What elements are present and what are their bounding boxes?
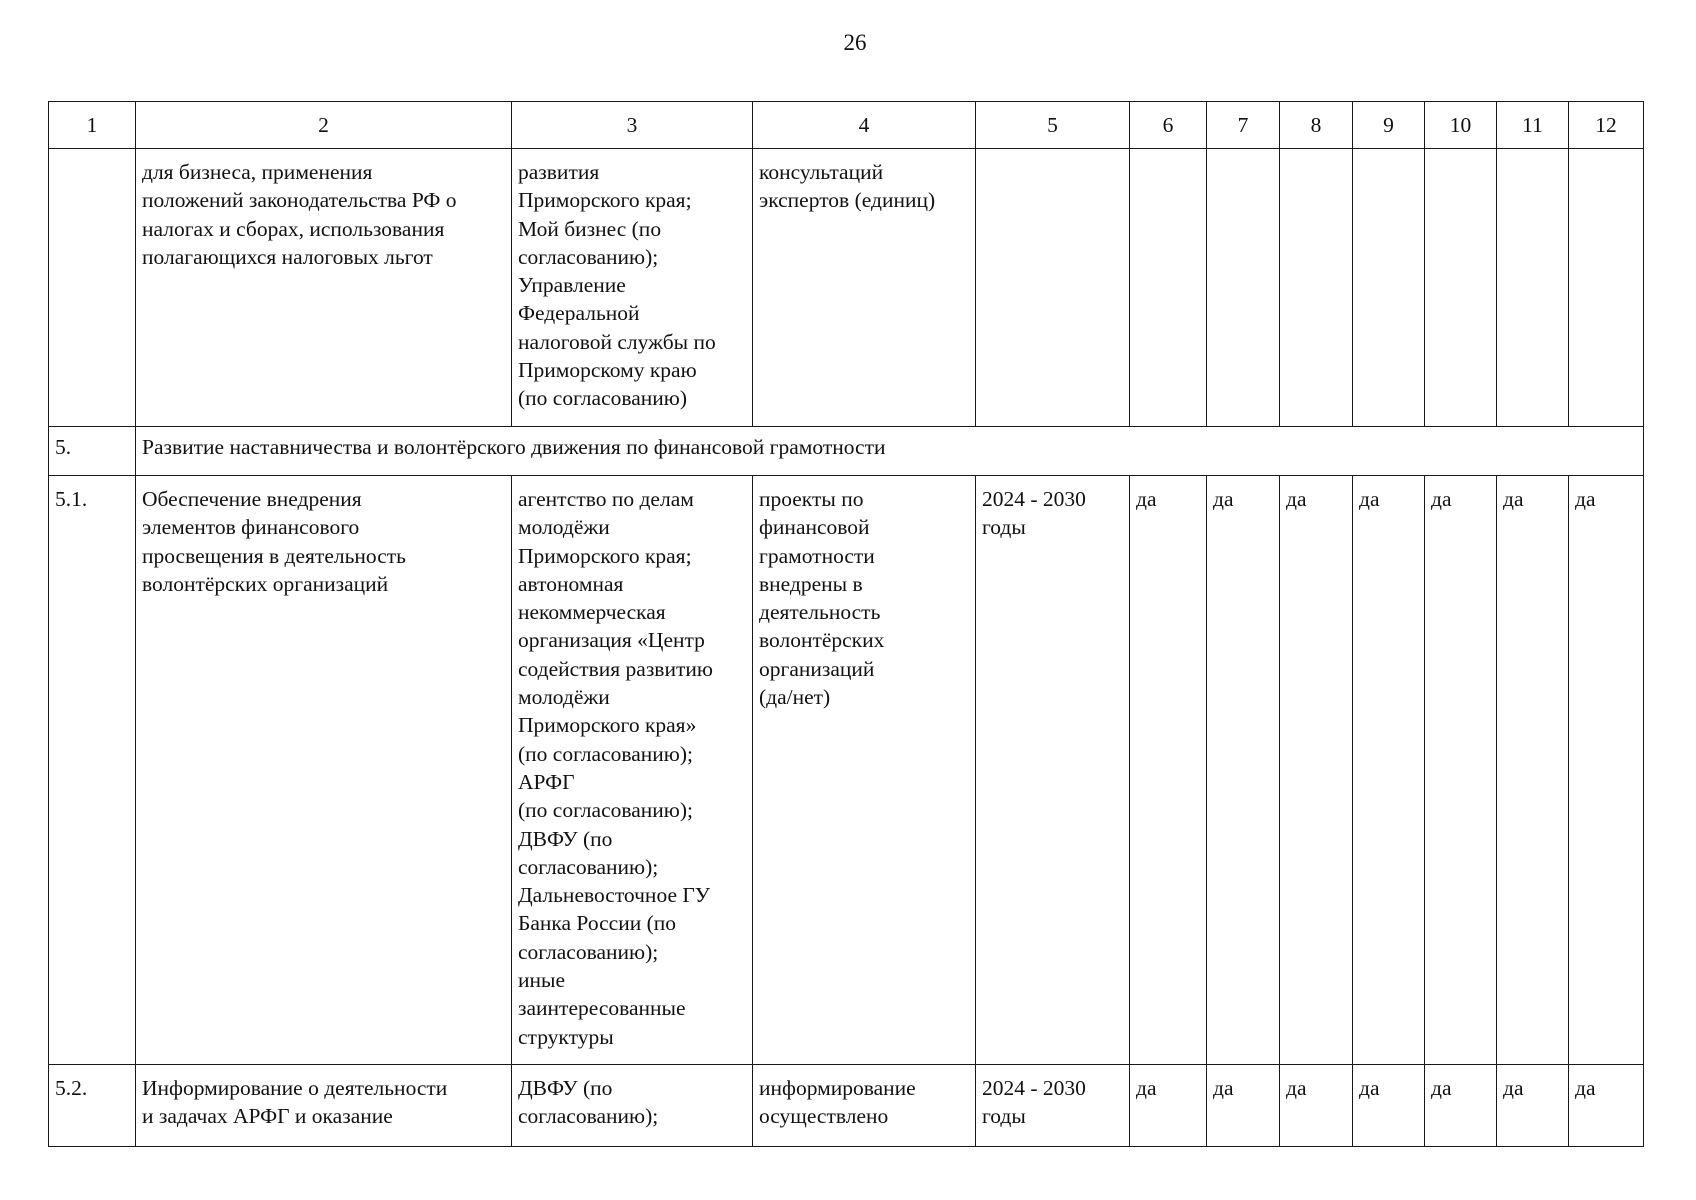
cell-line: развития [518, 160, 600, 184]
cell-line: агентство по делам [518, 487, 694, 511]
value-cell: да [1569, 1065, 1644, 1147]
value-cell: да [1353, 1065, 1425, 1147]
value-cell: да [1207, 1065, 1280, 1147]
cell-line: информирование [759, 1076, 916, 1100]
cell-line: внедрены в [759, 571, 863, 596]
cell-line: ДВФУ (по [518, 1076, 613, 1100]
header-cell: 12 [1569, 102, 1644, 149]
activity-cell [136, 476, 512, 1065]
cell-line: Приморскому краю [518, 358, 697, 383]
cell-line: согласованию); [518, 1104, 659, 1129]
value-cell: да [1425, 476, 1497, 1065]
cell-line: Обеспечение внедрения [142, 487, 362, 511]
cell-line: (по согласованию); [518, 741, 693, 766]
cell-line: проекты по [759, 487, 864, 511]
cell-line: организаций [759, 656, 875, 681]
value-cell: да [1497, 1065, 1569, 1147]
value-cell [1207, 149, 1280, 427]
cell-line: волонтёрских организаций [142, 571, 389, 596]
header-cell: 11 [1497, 102, 1569, 149]
cell-line: налогах и сборах, использования [142, 216, 445, 241]
cell-line: молодёжи [518, 515, 610, 540]
cell-line: (да/нет) [759, 685, 831, 710]
value-cell: да [1425, 1065, 1497, 1147]
cell-line: Приморского края» [518, 713, 697, 738]
cell-line: годы [982, 515, 1026, 540]
value-cell: да [1280, 476, 1353, 1065]
section-row [49, 427, 1644, 476]
value-cell: да [1353, 476, 1425, 1065]
value-cell: да [1497, 476, 1569, 1065]
section-number: 5. [49, 427, 136, 476]
period-cell [976, 1065, 1130, 1147]
table-row-5-1 [49, 476, 1644, 1065]
cell-line: волонтёрских [759, 628, 885, 653]
cell-line: Приморского края; [518, 188, 692, 213]
indicator-cell [753, 476, 976, 1065]
cell-line: деятельность [759, 600, 881, 625]
value-cell [1130, 149, 1207, 427]
cell-line: и задачах АРФГ и оказание [142, 1104, 393, 1129]
plan-table [48, 101, 1644, 1147]
row-number-cell: 5.2. [49, 1065, 136, 1147]
page-number: 26 [843, 30, 867, 55]
activity-cell [136, 149, 512, 427]
cell-line: Информирование о деятельности [142, 1076, 448, 1100]
header-cell: 10 [1425, 102, 1497, 149]
indicator-cell [753, 149, 976, 427]
cell-line: ДВФУ (по [518, 826, 613, 851]
cell-line: положений законодательства РФ о [142, 188, 457, 213]
cell-line: АРФГ [518, 769, 575, 794]
value-cell: да [1280, 1065, 1353, 1147]
cell-line: для бизнеса, применения [142, 160, 373, 184]
value-cell [1569, 149, 1644, 427]
value-cell [1425, 149, 1497, 427]
cell-line: 2024 - 2030 [982, 487, 1086, 511]
cell-line: годы [982, 1104, 1026, 1129]
cell-line: согласованию); [518, 244, 659, 269]
value-cell: да [1569, 476, 1644, 1065]
period-cell [976, 476, 1130, 1065]
cell-line: налоговой службы по [518, 329, 716, 354]
activity-cell [136, 1065, 512, 1147]
executors-cell [512, 1065, 753, 1147]
cell-line: структуры [518, 1024, 614, 1049]
section-title: Развитие наставничества и волонтёрского движения по финансовой грамотности [136, 427, 1644, 476]
header-cell: 8 [1280, 102, 1353, 149]
cell-line: консультаций [759, 160, 884, 184]
value-cell: да [1130, 476, 1207, 1065]
cell-line: (по согласованию); [518, 798, 693, 823]
cell-line: молодёжи [518, 685, 610, 710]
value-cell: да [1207, 476, 1280, 1065]
cell-line: автономная [518, 571, 624, 596]
executors-cell [512, 149, 753, 427]
cell-line: грамотности [759, 543, 875, 568]
executors-cell [512, 476, 753, 1065]
cell-line: (по согласованию) [518, 386, 688, 411]
indicator-cell [753, 1065, 976, 1147]
cell-line: 2024 - 2030 [982, 1076, 1086, 1100]
cell-line: финансовой [759, 515, 870, 540]
header-cell: 5 [976, 102, 1130, 149]
cell-line: Банка России (по [518, 911, 677, 936]
cell-line: осуществлено [759, 1104, 889, 1129]
cell-line: полагающихся налоговых льгот [142, 244, 433, 269]
table-row-5-2 [49, 1065, 1644, 1147]
cell-line: Федеральной [518, 301, 640, 326]
header-cell: 4 [753, 102, 976, 149]
cell-line: экспертов (единиц) [759, 188, 936, 213]
header-cell: 6 [1130, 102, 1207, 149]
period-cell [976, 149, 1130, 427]
header-cell: 7 [1207, 102, 1280, 149]
header-cell: 3 [512, 102, 753, 149]
cell-line: заинтересованные [518, 996, 686, 1021]
cell-line: согласованию); [518, 939, 659, 964]
header-row [49, 102, 1644, 149]
cell-line: организация «Центр [518, 628, 705, 653]
cell-line: Мой бизнес (по [518, 216, 662, 241]
cell-line: Управление [518, 273, 626, 298]
row-number-cell: 5.1. [49, 476, 136, 1065]
header-cell: 2 [136, 102, 512, 149]
header-cell: 1 [49, 102, 136, 149]
cell-line: согласованию); [518, 854, 659, 879]
continuation-row [49, 149, 1644, 427]
value-cell: да [1130, 1065, 1207, 1147]
header-cell: 9 [1353, 102, 1425, 149]
cell-line: некоммерческая [518, 600, 666, 625]
value-cell [1497, 149, 1569, 427]
cell-line: содействия развитию [518, 656, 713, 681]
value-cell [1353, 149, 1425, 427]
cell-line: Приморского края; [518, 543, 692, 568]
row-number-cell [49, 149, 136, 427]
value-cell [1280, 149, 1353, 427]
cell-line: иные [518, 968, 565, 993]
cell-line: Дальневосточное ГУ [518, 883, 711, 908]
cell-line: просвещения в деятельность [142, 543, 406, 568]
cell-line: элементов финансового [142, 515, 360, 540]
